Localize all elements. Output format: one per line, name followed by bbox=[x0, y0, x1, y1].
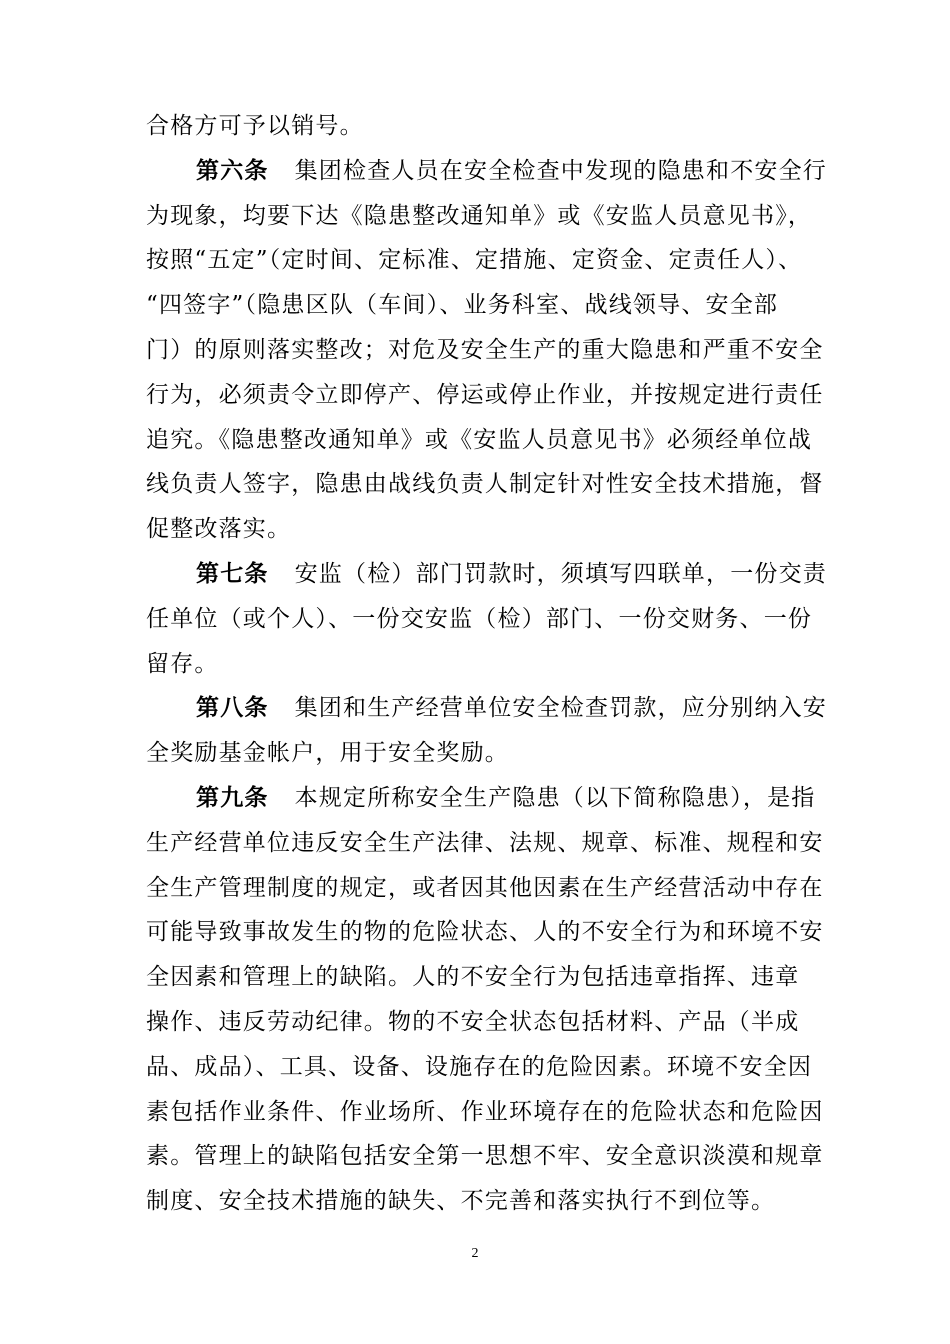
line-text: 集团和生产经营单位安全检查罚款，应分别纳入安 bbox=[294, 695, 828, 722]
text-line bbox=[146, 866, 864, 911]
article-7-heading-line bbox=[146, 552, 864, 597]
line-text: 按照“五定”（定时间、定标准、定措施、定资金、定责任人）、 bbox=[146, 247, 803, 274]
text-line bbox=[146, 1179, 864, 1224]
line-text: 品、成品）、工具、设备、设施存在的危险因素。环境不安全因 bbox=[146, 1053, 813, 1080]
text-line bbox=[146, 597, 864, 642]
article-6-heading-line bbox=[146, 149, 864, 194]
text-line bbox=[146, 462, 864, 507]
text-line bbox=[146, 1090, 864, 1135]
line-text: 全因素和管理上的缺陷。人的不安全行为包括违章指挥、违章 bbox=[146, 964, 800, 991]
line-text: 为现象，均要下达《隐患整改通知单》或《安监人员意见书》， bbox=[146, 202, 813, 229]
line-text: 生产经营单位违反安全生产法律、法规、规章、标准、规程和安 bbox=[146, 829, 824, 856]
line-text: 本规定所称安全生产隐患（以下简称隐患），是指 bbox=[294, 784, 816, 811]
text-line bbox=[146, 1045, 864, 1090]
document-body bbox=[146, 104, 864, 1224]
line-text: “四签字”（隐患区队（车间）、业务科室、战线领导、安全部 bbox=[146, 292, 779, 319]
line-text: 合格方可予以销号。 bbox=[146, 113, 364, 139]
article-9-heading-line bbox=[146, 776, 864, 821]
line-text: 集团检查人员在安全检查中发现的隐患和不安全行 bbox=[294, 157, 828, 184]
line-text: 素。管理上的缺陷包括安全第一思想不牢、安全意识淡漠和规章 bbox=[146, 1143, 824, 1170]
text-line bbox=[146, 1134, 864, 1179]
text-line bbox=[146, 642, 864, 687]
article-8-heading-line bbox=[146, 686, 864, 731]
line-text: 全生产管理制度的规定，或者因其他因素在生产经营活动中存在 bbox=[146, 874, 824, 901]
line-text: 制度、安全技术措施的缺失、不完善和落实执行不到位等。 bbox=[146, 1188, 776, 1215]
text-line bbox=[146, 238, 864, 283]
text-line bbox=[146, 104, 864, 149]
text-line bbox=[146, 328, 864, 373]
line-text: 可能导致事故发生的物的危险状态、人的不安全行为和环境不安 bbox=[146, 919, 824, 946]
line-text: 全奖励基金帐户，用于安全奖励。 bbox=[146, 740, 509, 767]
text-line bbox=[146, 731, 864, 776]
text-line bbox=[146, 418, 864, 463]
line-text: 留存。 bbox=[146, 650, 219, 677]
line-text: 行为，必须责令立即停产、停运或停止作业，并按规定进行责任 bbox=[146, 381, 824, 408]
text-line bbox=[146, 910, 864, 955]
article-number: 第七条 bbox=[196, 559, 269, 587]
text-line bbox=[146, 507, 864, 552]
article-number: 第六条 bbox=[196, 156, 269, 184]
line-text: 门）的原则落实整改；对危及安全生产的重大隐患和严重不安全 bbox=[146, 336, 824, 363]
line-text: 追究。《隐患整改通知单》或《安监人员意见书》必须经单位战 bbox=[146, 426, 813, 453]
article-number: 第九条 bbox=[196, 783, 269, 811]
article-number: 第八条 bbox=[196, 694, 269, 722]
line-text: 线负责人签字，隐患由战线负责人制定针对性安全技术措施，督 bbox=[146, 471, 824, 498]
text-line bbox=[146, 955, 864, 1000]
line-text: 素包括作业条件、作业场所、作业环境存在的危险状态和危险因 bbox=[146, 1098, 824, 1125]
line-text: 任单位（或个人）、一份交安监（检）部门、一份交财务、一份 bbox=[146, 605, 813, 632]
text-line bbox=[146, 373, 864, 418]
line-text: 促整改落实。 bbox=[146, 516, 292, 543]
line-text: 操作、违反劳动纪律。物的不安全状态包括材料、产品（半成 bbox=[146, 1008, 800, 1035]
text-line bbox=[146, 1000, 864, 1045]
text-line bbox=[146, 821, 864, 866]
text-line bbox=[146, 283, 864, 328]
text-line bbox=[146, 194, 864, 239]
line-text: 安监（检）部门罚款时，须填写四联单，一份交责 bbox=[294, 560, 828, 587]
page-number: 2 bbox=[471, 1246, 479, 1261]
